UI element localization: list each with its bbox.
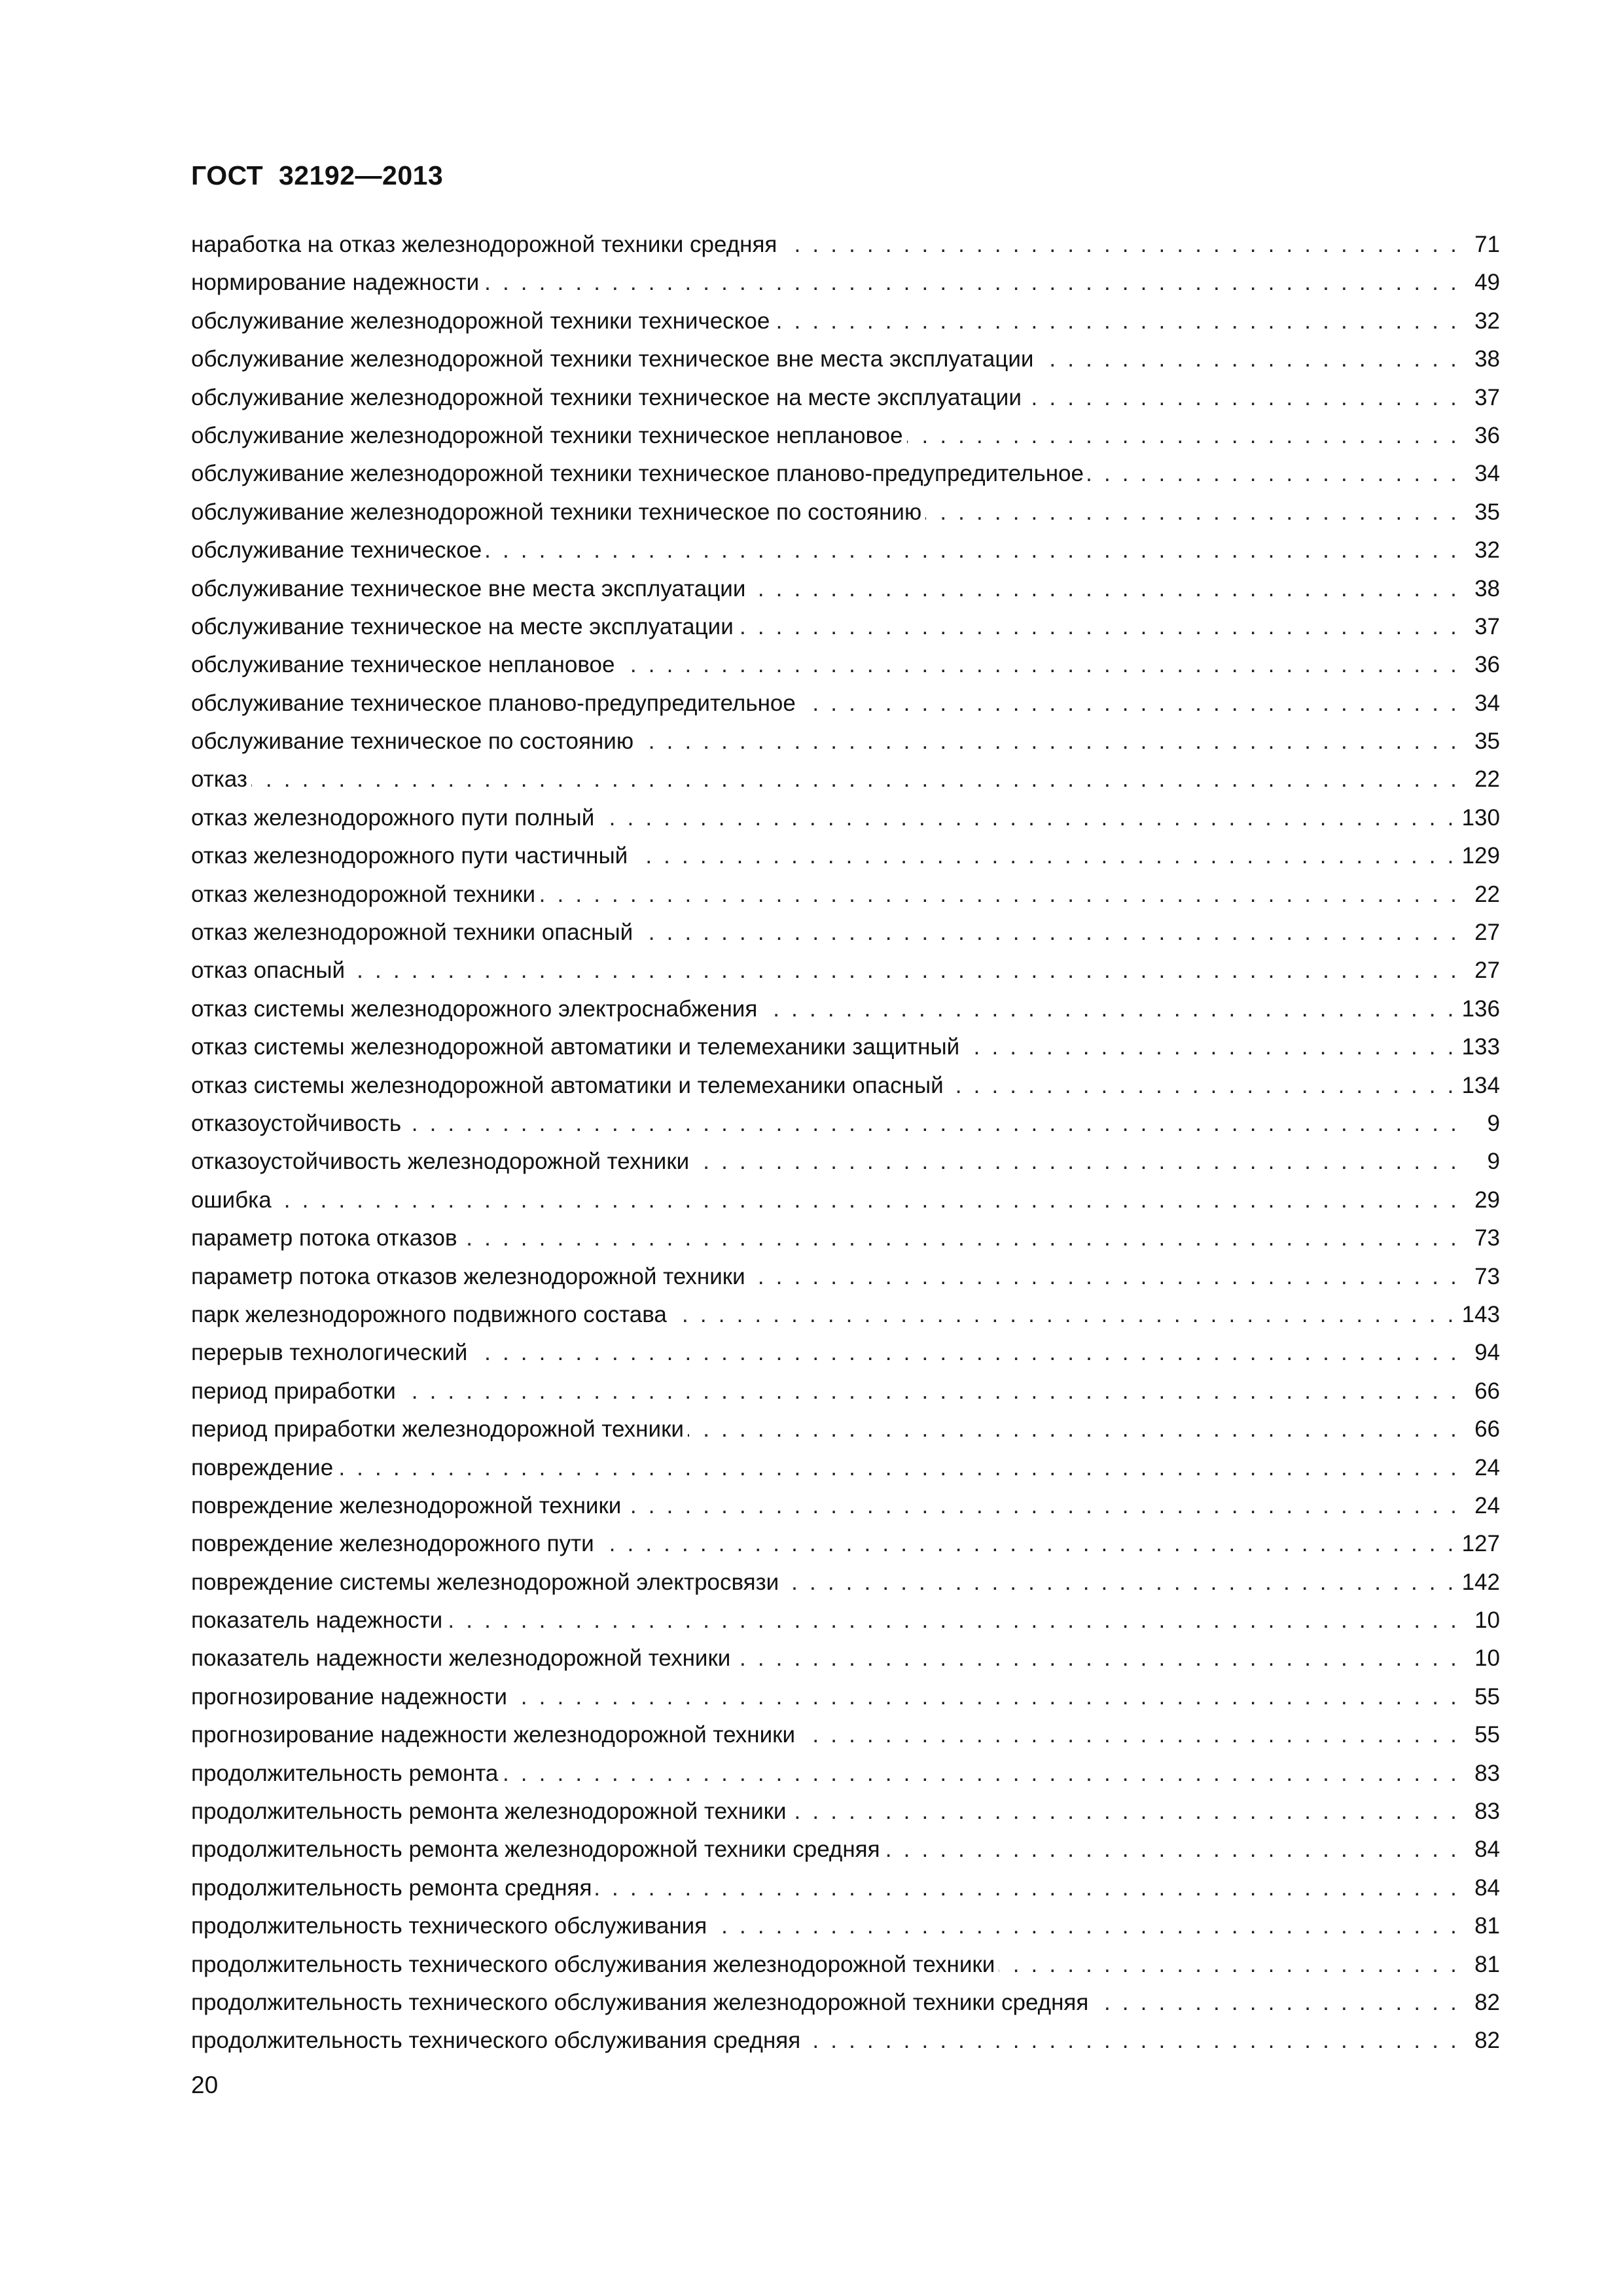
index-term: обслуживание техническое по состоянию <box>191 728 634 755</box>
index-entry <box>191 226 1500 264</box>
index-term: период приработки железнодорожной техники <box>191 1416 684 1443</box>
dot-leader <box>632 837 1456 875</box>
dot-leader <box>907 417 1459 455</box>
index-entry <box>191 1334 1500 1372</box>
dot-leader <box>688 1410 1459 1448</box>
index-page-reference: 24 <box>1474 1454 1500 1480</box>
index-page-reference: 136 <box>1461 996 1500 1022</box>
dot-leader <box>963 1028 1456 1066</box>
index-page-reference: 81 <box>1474 1913 1500 1939</box>
index-term: повреждение железнодорожного пути <box>191 1531 594 1557</box>
dot-leader <box>749 570 1459 608</box>
dot-leader <box>539 876 1459 914</box>
index-term: отказоустойчивость <box>191 1110 402 1136</box>
index-page-reference: 84 <box>1474 1837 1500 1863</box>
index-page-reference: 34 <box>1474 690 1500 716</box>
index-term: обслуживание железнодорожной техники техническое планово-предупредительное <box>191 461 1084 487</box>
index-entry <box>191 340 1500 378</box>
dot-leader <box>948 1067 1457 1105</box>
dot-leader <box>483 264 1459 302</box>
index-entry <box>191 723 1500 761</box>
index-entry <box>191 570 1500 608</box>
index-term: продолжительность технического обслуживания железнодорожной техники <box>191 1951 995 1977</box>
index-entry <box>191 1067 1500 1105</box>
index-page-reference: 133 <box>1461 1034 1500 1060</box>
index-entry <box>191 1410 1500 1448</box>
index-entry <box>191 1143 1500 1181</box>
dot-leader <box>791 1793 1459 1831</box>
index-page-reference: 66 <box>1474 1416 1500 1443</box>
alphabetical-index <box>191 226 1500 2060</box>
index-term: продолжительность технического обслуживания железнодорожной техники средняя <box>191 1989 1089 2015</box>
page-number: 20 <box>191 2072 219 2098</box>
index-page-reference: 10 <box>1474 1607 1500 1634</box>
index-term: обслуживание техническое вне места эксплуатации <box>191 575 746 601</box>
index-page-reference: 35 <box>1474 499 1500 525</box>
index-term: обслуживание железнодорожной техники техническое на месте эксплуатации <box>191 384 1022 410</box>
index-page-reference: 49 <box>1474 270 1500 296</box>
index-page-reference: 143 <box>1461 1301 1500 1327</box>
dot-leader <box>598 1525 1457 1563</box>
index-term: обслуживание техническое <box>191 537 482 564</box>
dot-leader <box>337 1449 1459 1487</box>
index-term: продолжительность технического обслуживания <box>191 1913 707 1939</box>
index-term: нормирование надежности <box>191 270 480 296</box>
index-term: отказ железнодорожного пути полный <box>191 804 595 831</box>
index-entry <box>191 1678 1500 1716</box>
dot-leader <box>1037 340 1459 378</box>
index-page-reference: 71 <box>1474 232 1500 257</box>
index-page-reference: 127 <box>1461 1531 1500 1557</box>
index-page-reference: 73 <box>1474 1263 1500 1289</box>
index-term: отказ опасный <box>191 958 346 984</box>
index-term: обслуживание железнодорожной техники техническое по состоянию <box>191 499 922 525</box>
index-page-reference: 82 <box>1474 1989 1500 2015</box>
index-page-reference: 73 <box>1474 1225 1500 1251</box>
index-term: период приработки <box>191 1378 396 1404</box>
index-entry <box>191 1525 1500 1563</box>
index-term: обслуживание железнодорожной техники техническое вне места эксплуатации <box>191 346 1034 372</box>
dot-leader <box>461 1219 1459 1257</box>
index-term: продолжительность технического обслуживания средняя <box>191 2028 801 2054</box>
dot-leader <box>734 1640 1459 1677</box>
document-header: ГОСТ 32192—2013 <box>191 160 444 190</box>
index-term: перерыв технологический <box>191 1340 468 1366</box>
index-page-reference: 55 <box>1474 1683 1500 1710</box>
dot-leader <box>693 1143 1459 1181</box>
index-entry <box>191 531 1500 569</box>
index-term: обслуживание техническое планово-предупредительное <box>191 690 796 716</box>
dot-leader <box>502 1755 1459 1793</box>
index-term: повреждение системы железнодорожной электросвязи <box>191 1569 779 1595</box>
index-page-reference: 66 <box>1474 1378 1500 1404</box>
index-entry <box>191 493 1500 531</box>
index-entry <box>191 1258 1500 1296</box>
index-term: отказ <box>191 766 247 793</box>
index-page-reference: 83 <box>1474 1760 1500 1786</box>
index-page-reference: 27 <box>1474 958 1500 984</box>
index-entry <box>191 799 1500 837</box>
index-term: наработка на отказ железнодорожной техники средняя <box>191 232 777 257</box>
index-entry <box>191 990 1500 1028</box>
index-term: отказ системы железнодорожной автоматики и телемеханики опасный <box>191 1072 944 1098</box>
index-entry <box>191 1564 1500 1602</box>
index-entry <box>191 1907 1500 1945</box>
index-term: параметр потока отказов <box>191 1225 457 1251</box>
index-entry <box>191 2022 1500 2060</box>
index-entry <box>191 1602 1500 1640</box>
index-page-reference: 36 <box>1474 652 1500 678</box>
index-entry <box>191 608 1500 646</box>
index-entry <box>191 1946 1500 1984</box>
index-page-reference: 32 <box>1474 308 1500 334</box>
dot-leader <box>486 531 1459 569</box>
index-term: отказ системы железнодорожной автоматики и телемеханики защитный <box>191 1034 960 1060</box>
index-term: параметр потока отказов железнодорожной техники <box>191 1263 745 1289</box>
dot-leader <box>625 1487 1459 1525</box>
index-entry <box>191 1219 1500 1257</box>
index-term: продолжительность ремонта железнодорожной техники <box>191 1799 787 1825</box>
dot-leader <box>400 1372 1459 1410</box>
index-page-reference: 142 <box>1461 1569 1500 1595</box>
index-term: повреждение <box>191 1454 334 1480</box>
index-term: прогнозирование надежности <box>191 1683 507 1710</box>
dot-leader <box>999 1946 1459 1984</box>
index-term: повреждение железнодорожной техники <box>191 1492 622 1518</box>
dot-leader <box>446 1602 1459 1640</box>
index-page-reference: 55 <box>1474 1722 1500 1748</box>
index-page-reference: 36 <box>1474 422 1500 448</box>
index-page-reference: 130 <box>1461 804 1500 831</box>
dot-leader <box>276 1181 1459 1219</box>
index-entry <box>191 302 1500 340</box>
dot-leader <box>511 1678 1459 1716</box>
index-page-reference: 32 <box>1474 537 1500 564</box>
index-page-reference: 38 <box>1474 346 1500 372</box>
index-term: обслуживание железнодорожной техники техническое <box>191 308 770 334</box>
dot-leader <box>783 1564 1456 1602</box>
index-entry <box>191 1028 1500 1066</box>
index-entry <box>191 379 1500 417</box>
index-entry <box>191 1793 1500 1831</box>
index-page-reference: 27 <box>1474 920 1500 946</box>
index-page-reference: 37 <box>1474 613 1500 639</box>
index-page-reference: 24 <box>1474 1492 1500 1518</box>
dot-leader <box>637 723 1459 761</box>
index-page-reference: 134 <box>1461 1072 1500 1098</box>
dot-leader <box>774 302 1459 340</box>
dot-leader <box>711 1907 1459 1945</box>
index-entry <box>191 264 1500 302</box>
index-entry <box>191 1296 1500 1334</box>
dot-leader <box>804 2022 1459 2060</box>
index-term: отказ железнодорожного пути частичный <box>191 843 628 869</box>
index-page-reference: 22 <box>1474 881 1500 907</box>
index-entry <box>191 685 1500 723</box>
index-entry <box>191 952 1500 990</box>
dot-leader <box>925 493 1459 531</box>
index-page-reference: 9 <box>1487 1149 1500 1175</box>
index-entry <box>191 1449 1500 1487</box>
dot-leader <box>405 1105 1459 1143</box>
index-entry <box>191 1755 1500 1793</box>
index-entry <box>191 1869 1500 1907</box>
dot-leader <box>598 799 1456 837</box>
index-page-reference: 81 <box>1474 1951 1500 1977</box>
index-entry <box>191 914 1500 952</box>
index-term: отказ железнодорожной техники <box>191 881 536 907</box>
index-term: прогнозирование надежности железнодорожной техники <box>191 1722 796 1748</box>
dot-leader <box>1088 455 1459 493</box>
dot-leader <box>251 761 1459 798</box>
dot-leader <box>781 226 1459 264</box>
index-entry <box>191 1831 1500 1869</box>
dot-leader <box>671 1296 1457 1334</box>
index-page-reference: 10 <box>1474 1645 1500 1672</box>
dot-leader <box>618 646 1459 684</box>
index-term: обслуживание техническое на месте эксплуатации <box>191 613 734 639</box>
index-term: показатель надежности железнодорожной техники <box>191 1645 731 1672</box>
dot-leader <box>349 952 1459 990</box>
index-page-reference: 94 <box>1474 1340 1500 1366</box>
dot-leader <box>761 990 1456 1028</box>
index-term: отказ системы железнодорожного электроснабжения <box>191 996 758 1022</box>
index-term: парк железнодорожного подвижного состава <box>191 1301 667 1327</box>
index-entry <box>191 1372 1500 1410</box>
index-page-reference: 37 <box>1474 384 1500 410</box>
index-entry <box>191 1984 1500 2022</box>
index-page-reference: 83 <box>1474 1799 1500 1825</box>
dot-leader <box>800 685 1459 723</box>
index-page-reference: 38 <box>1474 575 1500 601</box>
index-entry <box>191 646 1500 684</box>
dot-leader <box>596 1869 1459 1907</box>
dot-leader <box>738 608 1459 646</box>
index-entry <box>191 1487 1500 1525</box>
index-term: продолжительность ремонта <box>191 1760 499 1786</box>
index-page-reference: 29 <box>1474 1187 1500 1213</box>
index-term: отказ железнодорожной техники опасный <box>191 920 633 946</box>
dot-leader <box>1026 379 1459 417</box>
index-entry <box>191 455 1500 493</box>
index-term: ошибка <box>191 1187 272 1213</box>
index-page-reference: 34 <box>1474 461 1500 487</box>
index-entry <box>191 837 1500 875</box>
index-entry <box>191 1181 1500 1219</box>
index-page-reference: 9 <box>1487 1110 1500 1136</box>
dot-leader <box>471 1334 1459 1372</box>
index-page-reference: 22 <box>1474 766 1500 793</box>
dot-leader <box>637 914 1459 952</box>
index-page-reference: 84 <box>1474 1874 1500 1901</box>
index-entry <box>191 1716 1500 1754</box>
index-entry <box>191 876 1500 914</box>
index-term: обслуживание железнодорожной техники техническое неплановое <box>191 422 903 448</box>
index-term: продолжительность ремонта средняя <box>191 1874 592 1901</box>
index-term: обслуживание техническое неплановое <box>191 652 615 678</box>
index-term: продолжительность ремонта железнодорожной техники средняя <box>191 1837 880 1863</box>
dot-leader <box>1092 1984 1459 2022</box>
index-entry <box>191 761 1500 798</box>
dot-leader <box>799 1716 1459 1754</box>
index-entry <box>191 417 1500 455</box>
index-entry <box>191 1105 1500 1143</box>
index-term: показатель надежности <box>191 1607 443 1634</box>
dot-leader <box>884 1831 1459 1869</box>
index-page-reference: 129 <box>1461 843 1500 869</box>
dot-leader <box>749 1258 1459 1296</box>
index-page-reference: 82 <box>1474 2028 1500 2054</box>
index-entry <box>191 1640 1500 1677</box>
index-term: отказоустойчивость железнодорожной техники <box>191 1149 690 1175</box>
index-page-reference: 35 <box>1474 728 1500 755</box>
